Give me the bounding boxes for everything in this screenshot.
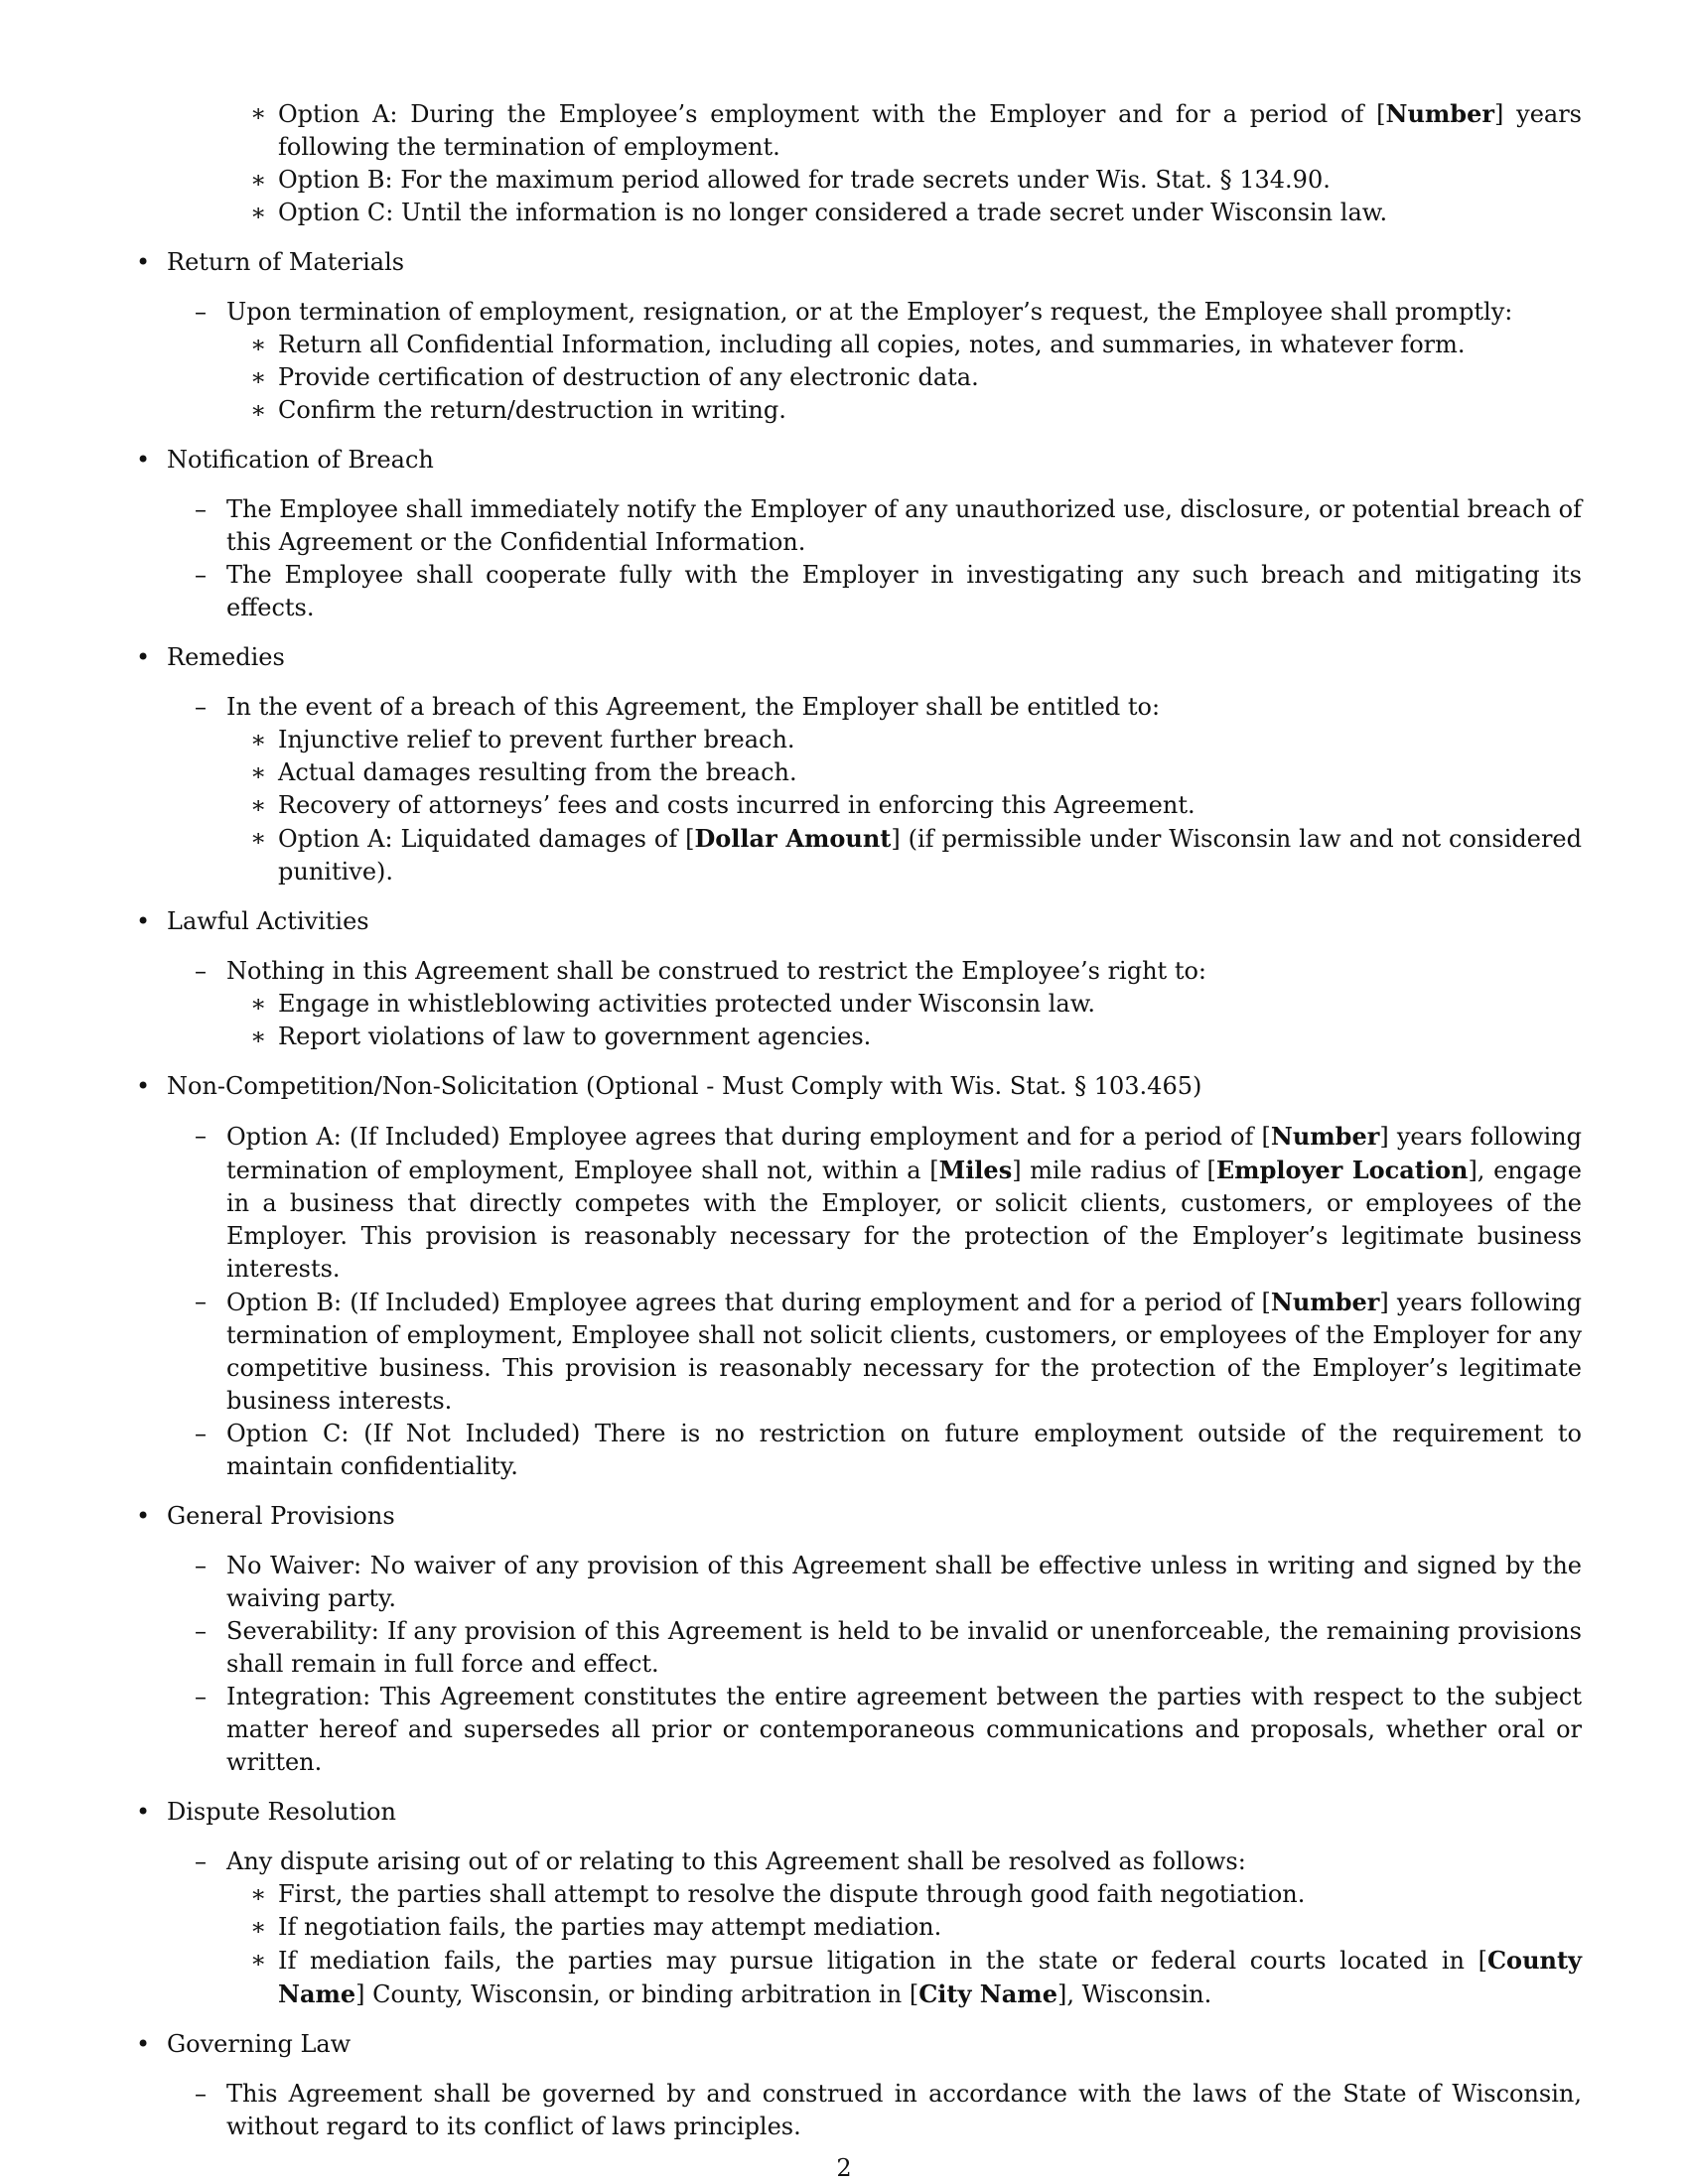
text-run: Engage in whistleblowing activities protected under Wisconsin law. — [278, 990, 1096, 1018]
sub-item-text — [278, 1023, 871, 1050]
bullet-dot: • — [136, 2030, 151, 2058]
text-run: If negotiation fails, the parties may attempt mediation. — [278, 1913, 942, 1941]
section — [0, 1796, 1688, 2011]
asterisk-bullet: ∗ — [250, 990, 267, 1018]
section — [0, 641, 1688, 888]
section-items — [167, 296, 1582, 427]
section-item — [167, 559, 1582, 624]
sub-item — [226, 988, 1582, 1021]
sub-item-text — [278, 1947, 1582, 2008]
dash-bullet: – — [195, 1617, 207, 1645]
section-item-text — [226, 1683, 1582, 1776]
sub-item — [226, 329, 1582, 361]
section-item — [167, 1120, 1582, 1286]
section-item — [167, 2078, 1582, 2143]
sub-item — [0, 97, 1688, 164]
bullet-dot: • — [136, 1072, 151, 1100]
sub-item-text — [278, 825, 1582, 886]
text-run: The Employee shall cooperate fully with the Employer in investigating any such breach and mitigating its effects. — [226, 561, 1582, 621]
dash-bullet: – — [195, 1552, 207, 1579]
text-run: First, the parties shall attempt to resolve the dispute through good faith negotiation. — [278, 1880, 1306, 1908]
bullet-dot: • — [136, 1502, 151, 1530]
text-run: No Waiver: No waiver of any provision of this Agreement shall be effective unless in writing and signed by the waiving party. — [226, 1552, 1582, 1612]
sub-item-text — [278, 758, 797, 786]
text-run: ] County, Wisconsin, or binding arbitration in [ — [355, 1980, 919, 2008]
placeholder-field: Number — [1385, 99, 1494, 128]
placeholder-field: City Name — [918, 1979, 1057, 2008]
sub-item-text — [278, 990, 1095, 1018]
text-run: Integration: This Agreement constitutes the entire agreement between the parties with respect to the subject matter hereof and supersedes all prior or contemporaneous communications and proposals, whether oral or written. — [226, 1683, 1582, 1776]
section-title: Notification of Breach — [167, 446, 434, 474]
sub-item-text — [278, 100, 1582, 161]
section-title: Dispute Resolution — [167, 1798, 396, 1826]
placeholder-field: Dollar Amount — [694, 824, 892, 853]
section-item-text — [226, 693, 1160, 721]
text-run: Option C: Until the information is no longer considered a trade secret under Wisconsin law. — [278, 199, 1388, 226]
dash-bullet: – — [195, 495, 207, 523]
dash-bullet: – — [195, 957, 207, 985]
section-items — [167, 1550, 1582, 1779]
text-run: ], engage in a business that directly competes with the Employer, or solicit clients, customers, or employees of the Employer. This provision is reasonably necessary for the protection of the Employer’s legitimate business interests. — [226, 1157, 1582, 1283]
text-run: ] years following termination of employment, Employee shall not solicit clients, customers, or employees of the Employer for any competitive business. This provision is reasonably necessary for the protection of the Employer’s legitimate business interests. — [226, 1289, 1582, 1415]
section-item-text — [226, 1123, 1582, 1283]
text-run: ] years following the termination of employment. — [278, 100, 1582, 161]
sub-item — [226, 1021, 1582, 1053]
section — [0, 444, 1688, 624]
continued-options — [0, 97, 1688, 229]
sub-item-text — [278, 1880, 1305, 1908]
asterisk-bullet: ∗ — [250, 726, 267, 753]
text-run: Provide certification of destruction of any electronic data. — [278, 363, 979, 391]
sub-item — [226, 394, 1582, 427]
text-run: This Agreement shall be governed by and construed in accordance with the laws of the State of Wisconsin, without regard to its conflict of laws principles. — [226, 2080, 1582, 2140]
text-run: Severability: If any provision of this Agreement is held to be invalid or unenforceable, the remaining provisions shall remain in full force and effect. — [226, 1617, 1582, 1678]
section — [0, 1500, 1688, 1779]
dash-bullet: – — [195, 1683, 207, 1710]
text-run: Upon termination of employment, resignation, or at the Employer’s request, the Employee shall promptly: — [226, 298, 1513, 326]
section-title: Return of Materials — [167, 248, 405, 276]
asterisk-bullet: ∗ — [250, 199, 267, 226]
sub-item-text — [278, 396, 786, 424]
sub-item — [226, 756, 1582, 789]
asterisk-bullet: ∗ — [250, 791, 267, 819]
asterisk-bullet: ∗ — [250, 1913, 267, 1941]
text-run: Return all Confidential Information, including all copies, notes, and summaries, in whatever form. — [278, 331, 1466, 358]
text-run: The Employee shall immediately notify the Employer of any unauthorized use, disclosure, or potential breach of this Agreement or the Confidential Information. — [226, 495, 1582, 556]
section — [0, 2028, 1688, 2143]
section-item-text — [226, 1420, 1582, 1480]
section-items — [167, 1120, 1582, 1483]
text-run: Option C: (If Not Included) There is no restriction on future employment outside of the requirement to maintain confidentiality. — [226, 1420, 1582, 1480]
page-number: 2 — [836, 2154, 852, 2182]
section-item — [167, 1418, 1582, 1483]
dash-bullet: – — [195, 1122, 207, 1150]
section-item-text — [226, 1617, 1582, 1678]
text-run: ] (if permissible under Wisconsin law and not considered punitive). — [278, 825, 1582, 886]
text-run: Report violations of law to government agencies. — [278, 1023, 872, 1050]
sub-item — [226, 1878, 1582, 1911]
section-item-text — [226, 1289, 1582, 1415]
section-item-text — [226, 1847, 1246, 1875]
sub-item-text — [278, 1913, 941, 1941]
text-run: Any dispute arising out of or relating to this Agreement shall be resolved as follows: — [226, 1847, 1246, 1875]
dash-bullet: – — [195, 1847, 207, 1875]
sub-items — [226, 329, 1582, 427]
text-run: ] years following termination of employment, Employee shall not, within a [ — [226, 1123, 1582, 1184]
text-run: If mediation fails, the parties may pursue litigation in the state or federal courts located in [ — [278, 1947, 1487, 1975]
sub-item — [226, 724, 1582, 756]
text-run: In the event of a breach of this Agreement, the Employer shall be entitled to: — [226, 693, 1161, 721]
section-item — [167, 1615, 1582, 1681]
section — [0, 905, 1688, 1053]
sub-item-text — [278, 363, 979, 391]
section-item-text — [226, 2080, 1582, 2140]
sub-item-text — [278, 791, 1196, 819]
sub-items — [226, 724, 1582, 888]
sub-item-text — [278, 726, 795, 753]
sub-item — [0, 197, 1688, 229]
text-run: Option B: (If Included) Employee agrees that during employment and for a period of [ — [226, 1289, 1271, 1316]
section-item-text — [226, 1552, 1582, 1612]
text-run: Confirm the return/destruction in writing. — [278, 396, 786, 424]
section — [0, 246, 1688, 427]
sub-item — [226, 822, 1582, 888]
section-title: General Provisions — [167, 1502, 395, 1530]
text-run: Injunctive relief to prevent further breach. — [278, 726, 795, 753]
section-item — [167, 1286, 1582, 1418]
dash-bullet: – — [195, 1420, 207, 1447]
placeholder-field: Number — [1270, 1288, 1380, 1316]
section-item — [167, 955, 1582, 1053]
bullet-dot: • — [136, 907, 151, 935]
section-title: Remedies — [167, 643, 285, 671]
section-item-text — [226, 561, 1582, 621]
section-items — [167, 955, 1582, 1053]
placeholder-field: Number — [1270, 1122, 1380, 1151]
sub-item-text — [278, 199, 1387, 226]
section — [0, 1070, 1688, 1483]
text-run: ] mile radius of [ — [1012, 1157, 1216, 1184]
bullet-dot: • — [136, 643, 151, 671]
section-items — [167, 1845, 1582, 2011]
bullet-dot: • — [136, 248, 151, 276]
bullet-dot: • — [136, 446, 151, 474]
text-run: Recovery of attorneys’ fees and costs incurred in enforcing this Agreement. — [278, 791, 1196, 819]
section-items — [167, 493, 1582, 624]
asterisk-bullet: ∗ — [250, 1880, 267, 1908]
asterisk-bullet: ∗ — [250, 1023, 267, 1050]
text-run: Option A: Liquidated damages of [ — [278, 825, 695, 853]
text-run: ], Wisconsin. — [1056, 1980, 1212, 2008]
document-body — [0, 97, 1688, 2160]
asterisk-bullet: ∗ — [250, 99, 267, 127]
section-item — [167, 1845, 1582, 2011]
sub-items — [226, 988, 1582, 1053]
section-item — [167, 1681, 1582, 1779]
section-title: Non-Competition/Non-Solicitation (Optional - Must Comply with Wis. Stat. § 103.465) — [167, 1072, 1202, 1100]
sub-item — [226, 1911, 1582, 1944]
asterisk-bullet: ∗ — [250, 396, 267, 424]
sub-item — [226, 1944, 1582, 2011]
section-item — [167, 1550, 1582, 1615]
dash-bullet: – — [195, 2080, 207, 2108]
section-items — [167, 691, 1582, 888]
placeholder-field: Employer Location — [1215, 1156, 1469, 1184]
asterisk-bullet: ∗ — [250, 824, 267, 852]
sub-item — [226, 789, 1582, 822]
text-run: [ — [1376, 100, 1386, 128]
section-item — [167, 493, 1582, 559]
placeholder-field: Miles — [938, 1156, 1013, 1184]
section-items — [167, 2078, 1582, 2143]
dash-bullet: – — [195, 561, 207, 589]
section-title: Governing Law — [167, 2030, 352, 2058]
section-item — [167, 296, 1582, 427]
sub-items — [226, 1878, 1582, 2011]
dash-bullet: – — [195, 298, 207, 326]
text-run: Option A: (If Included) Employee agrees that during employment and for a period of [ — [226, 1123, 1271, 1151]
text-run: Option A: During the Employee’s employment with the Employer and for a period of — [278, 100, 1377, 128]
section-item-text — [226, 495, 1582, 556]
dash-bullet: – — [195, 693, 207, 721]
continued-options-list — [0, 97, 1688, 229]
text-run: Nothing in this Agreement shall be construed to restrict the Employee’s right to: — [226, 957, 1206, 985]
sub-item — [226, 361, 1582, 394]
asterisk-bullet: ∗ — [250, 166, 267, 194]
sub-item — [0, 164, 1688, 197]
section-item-text — [226, 957, 1206, 985]
text-run: Actual damages resulting from the breach. — [278, 758, 797, 786]
text-run: Option B: For the maximum period allowed for trade secrets under Wis. Stat. § 134.90. — [278, 166, 1331, 194]
dash-bullet: – — [195, 1288, 207, 1315]
sub-item-text — [278, 166, 1331, 194]
bullet-dot: • — [136, 1798, 151, 1826]
sub-item-text — [278, 331, 1466, 358]
section-title: Lawful Activities — [167, 907, 369, 935]
section-item-text — [226, 298, 1512, 326]
asterisk-bullet: ∗ — [250, 331, 267, 358]
section-item — [167, 691, 1582, 888]
asterisk-bullet: ∗ — [250, 758, 267, 786]
placeholder-field: County Name — [278, 1946, 1582, 2008]
asterisk-bullet: ∗ — [250, 363, 267, 391]
asterisk-bullet: ∗ — [250, 1946, 267, 1974]
